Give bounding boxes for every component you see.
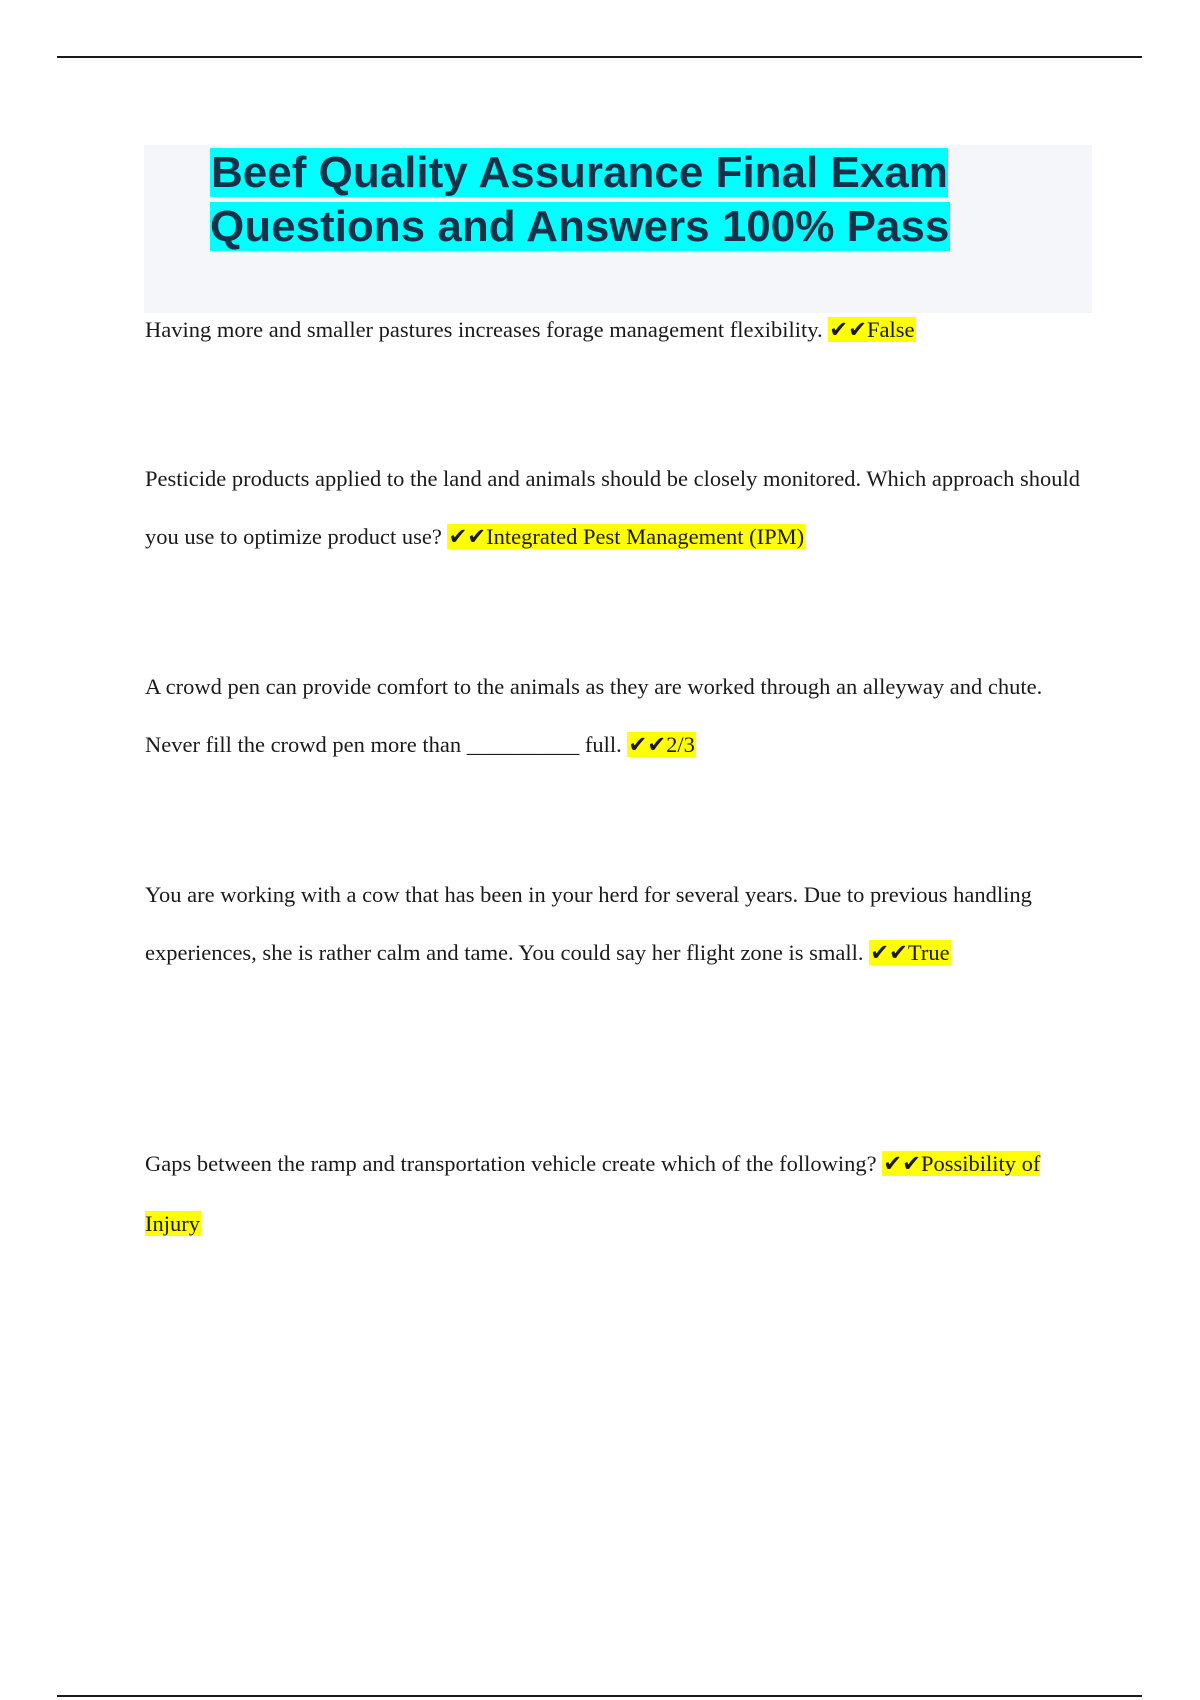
qa-item-1 — [145, 301, 1090, 359]
answer-text: ✔✔True — [870, 939, 950, 965]
qa-item-3 — [145, 658, 1090, 773]
qa-item-2 — [145, 450, 1090, 565]
question-text: You are working with a cow that has been in your herd for several years. Due to previous handling experiences, she is rather calm and tame. You could say her flight zone is small. — [145, 882, 1032, 965]
qa-item-5 — [145, 1134, 1090, 1254]
document-title — [210, 146, 1040, 254]
qa-item-4 — [145, 866, 1090, 981]
answer-text: ✔✔False — [829, 317, 915, 342]
header-rule — [57, 56, 1142, 58]
answer-text: ✔✔2/3 — [628, 731, 695, 757]
answer-text: ✔✔Integrated Pest Management (IPM) — [448, 523, 805, 549]
footer-rule — [57, 1695, 1142, 1697]
question-text: Gaps between the ramp and transportation vehicle create which of the following? — [145, 1151, 877, 1176]
question-text: Having more and smaller pastures increases forage management flexibility. — [145, 317, 823, 342]
document-title-text: Beef Quality Assurance Final Exam Questions and Answers 100% Pass — [210, 148, 950, 251]
answer-text: ✔✔Possibility of Injury — [145, 1151, 1041, 1236]
question-text: A crowd pen can provide comfort to the animals as they are worked through an alleyway and chute. Never fill the crowd pen more than __________ full. — [145, 674, 1043, 757]
question-text: Pesticide products applied to the land and animals should be closely monitored. Which approach should you use to optimize product use? — [145, 466, 1081, 549]
